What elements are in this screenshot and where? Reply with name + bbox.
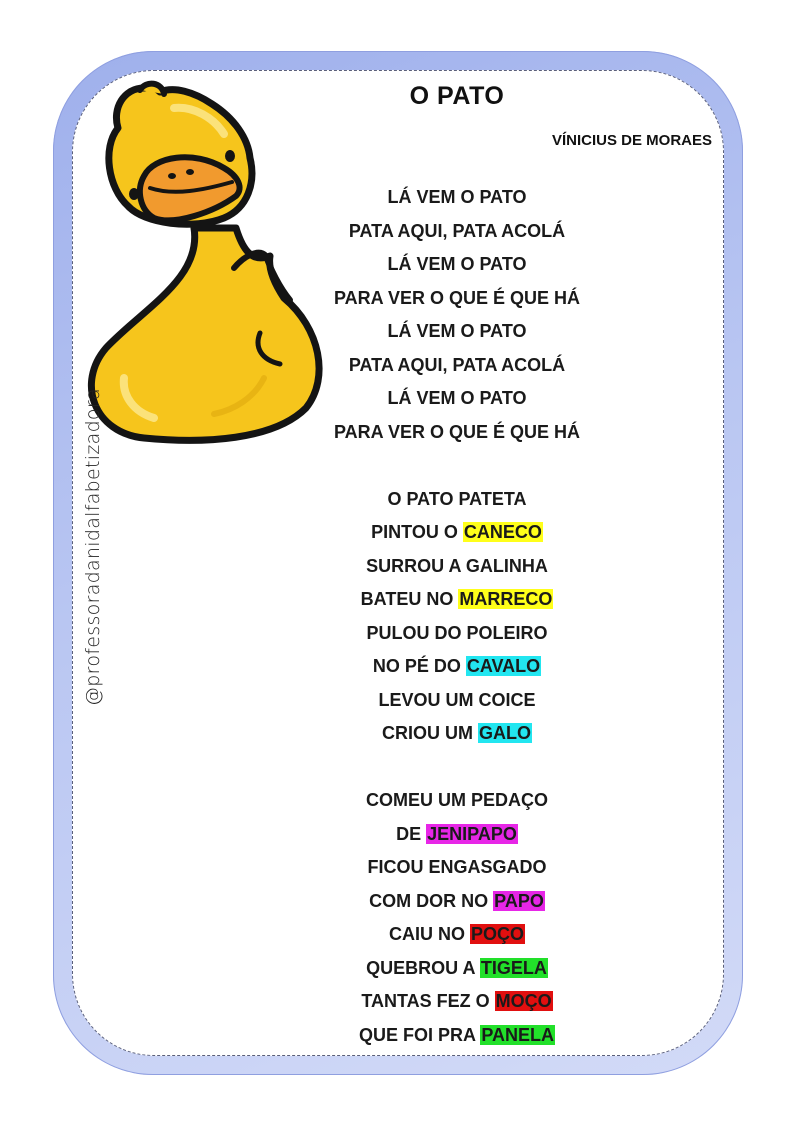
poem-line: DE JENIPAPO [396,823,517,844]
poem-title: O PATO [409,82,505,110]
poem-line: PATA AQUI, PATA ACOLÁ [348,220,566,241]
poem-line: CRIOU UM GALO [382,723,531,743]
author-handle-watermark: @professoradanidalfabetizadora [82,388,104,706]
poem-line: COM DOR NO PAPO [369,890,544,911]
poem-line: CAIU NO POÇO [388,924,524,944]
highlighted-word: CAVALO [466,656,541,676]
poem-line: TANTAS FEZ O MOÇO [361,991,552,1011]
highlighted-word: MARRECO [459,589,553,609]
duck-illustration-icon [84,78,330,448]
poem-line: QUE FOI PRA PANELA [358,1024,554,1045]
poem-line: QUEBROU A TIGELA [366,957,547,978]
poem-line: PULOU DO POLEIRO [366,622,548,643]
poem-line: SURROU A GALINHA [366,555,548,576]
poem-line: COMEU UM PEDAÇO [365,790,548,810]
stanza-gap [314,450,600,484]
poem-line: PARA VER O QUE É QUE HÁ [333,287,581,308]
highlighted-word: PAPO [494,890,544,911]
highlighted-word: MOÇO [495,991,552,1011]
highlighted-word: PANELA [481,1024,554,1045]
poem-author: VÍNICIUS DE MORAES [551,132,712,149]
highlighted-word: JENIPAPO [427,823,517,844]
poem-body [314,182,600,1053]
poem-line: LÁ VEM O PATO [387,388,527,408]
highlighted-word: GALO [479,723,531,743]
highlighted-word: CANECO [463,522,542,542]
stanza-gap [314,752,600,786]
highlighted-word: POÇO [470,924,524,944]
poem-line: PINTOU O CANECO [371,522,542,542]
poem-line: NO PÉ DO CAVALO [372,656,541,676]
poem-line: LÁ VEM O PATO [387,187,527,207]
poem-line: PATA AQUI, PATA ACOLÁ [348,354,566,375]
poem-line: O PATO PATETA [387,488,527,509]
poem-line: LÁ VEM O PATO [387,321,527,341]
poem-line: FICOU ENGASGADO [367,857,547,877]
poem-line: LÁ VEM O PATO [387,254,527,274]
highlighted-word: TIGELA [480,957,547,978]
poem-line: LEVOU UM COICE [378,689,536,710]
poem-line: PARA VER O QUE É QUE HÁ [333,421,581,442]
poem-line: BATEU NO MARRECO [360,589,553,609]
